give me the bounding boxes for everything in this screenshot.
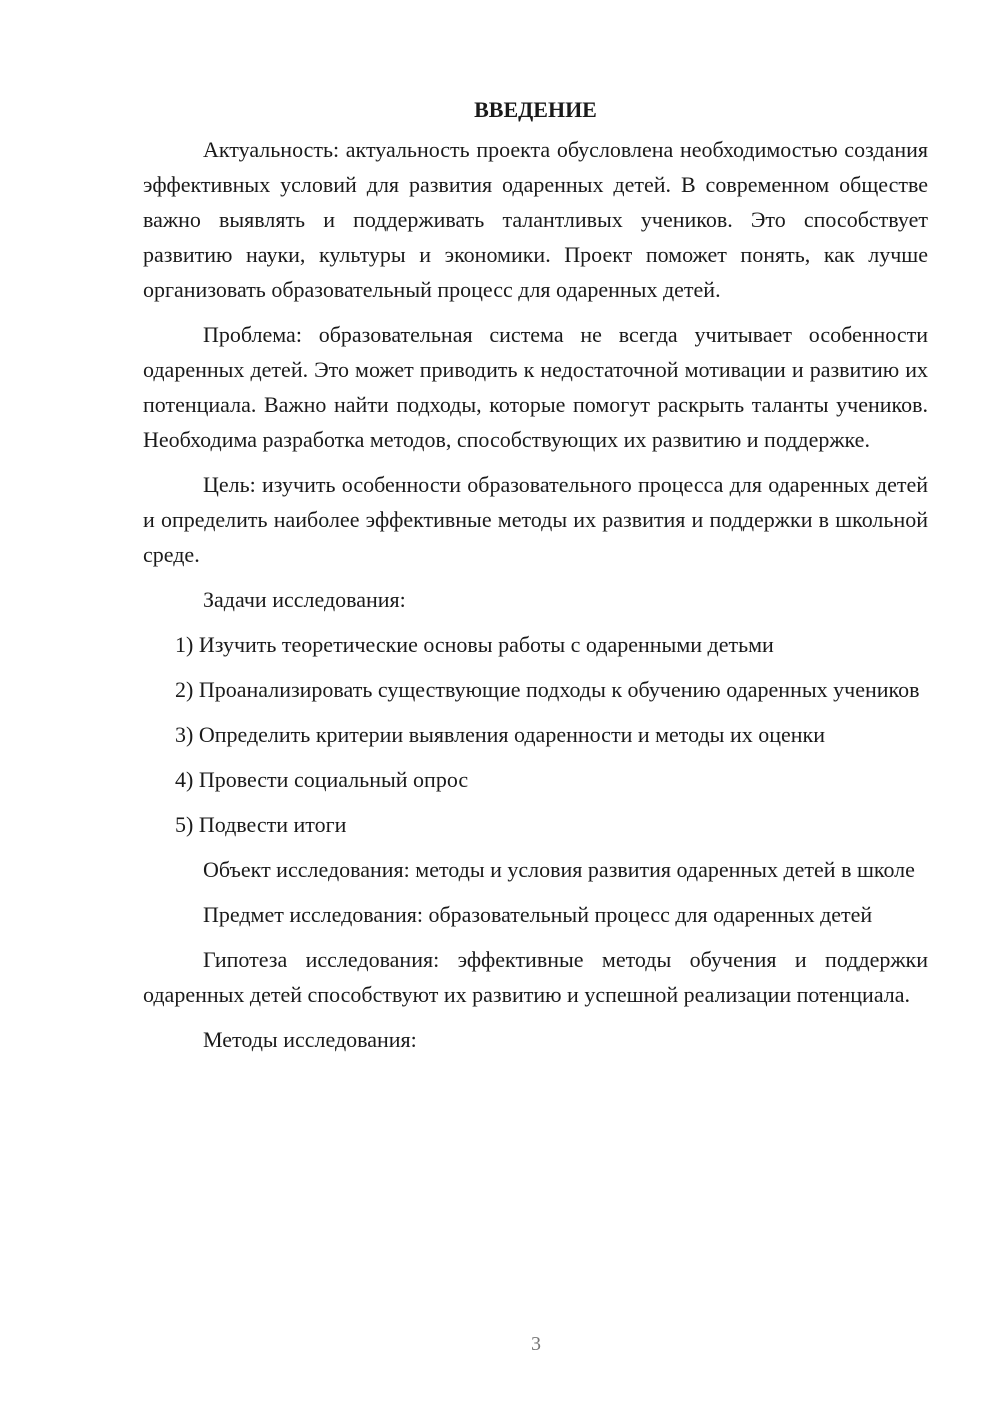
paragraph-subject: Предмет исследования: образовательный процесс для одаренных детей (203, 902, 873, 927)
list-item: 3) Определить критерии выявления одаренности и методы их оценки (175, 722, 826, 747)
paragraph-hypothesis: Гипотеза исследования: эффективные методы обучения и поддержки одаренных детей способствуют их развитию и успешной реализации потенциала. (143, 947, 928, 1007)
page-title: ВВЕДЕНИЕ (474, 97, 597, 122)
paragraph-relevance: Актуальность: актуальность проекта обусловлена необходимостью создания эффективных условий для развития одаренных детей. В современном обществе важно выявлять и поддерживать талантливых учеников. Это способствует развитию науки, культуры и экономики. Проект поможет понять, как лучше организовать образовательный процесс для одаренных детей. (143, 137, 928, 302)
tasks-list (143, 627, 928, 842)
paragraph-goal: Цель: изучить особенности образовательного процесса для одаренных детей и определить наиболее эффективные методы их развития и поддержки в школьной среде. (143, 472, 928, 567)
list-item: 4) Провести социальный опрос (175, 767, 469, 792)
list-item: 2) Проанализировать существующие подходы к обучению одаренных учеников (175, 677, 920, 702)
document-page (143, 92, 928, 1067)
list-item: 5) Подвести итоги (175, 812, 347, 837)
paragraph-object: Объект исследования: методы и условия развития одаренных детей в школе (203, 857, 915, 882)
paragraph-methods-intro: Методы исследования: (203, 1027, 417, 1052)
list-item: 1) Изучить теоретические основы работы с одаренными детьми (175, 632, 774, 657)
page-number: 3 (531, 1333, 541, 1355)
paragraph-tasks-intro: Задачи исследования: (203, 587, 406, 612)
paragraph-problem: Проблема: образовательная система не всегда учитывает особенности одаренных детей. Это может приводить к недостаточной мотивации и развитию их потенциала. Важно найти подходы, которые помогут раскрыть таланты учеников. Необходима разработка методов, способствующих их развитию и поддержке. (143, 322, 928, 452)
